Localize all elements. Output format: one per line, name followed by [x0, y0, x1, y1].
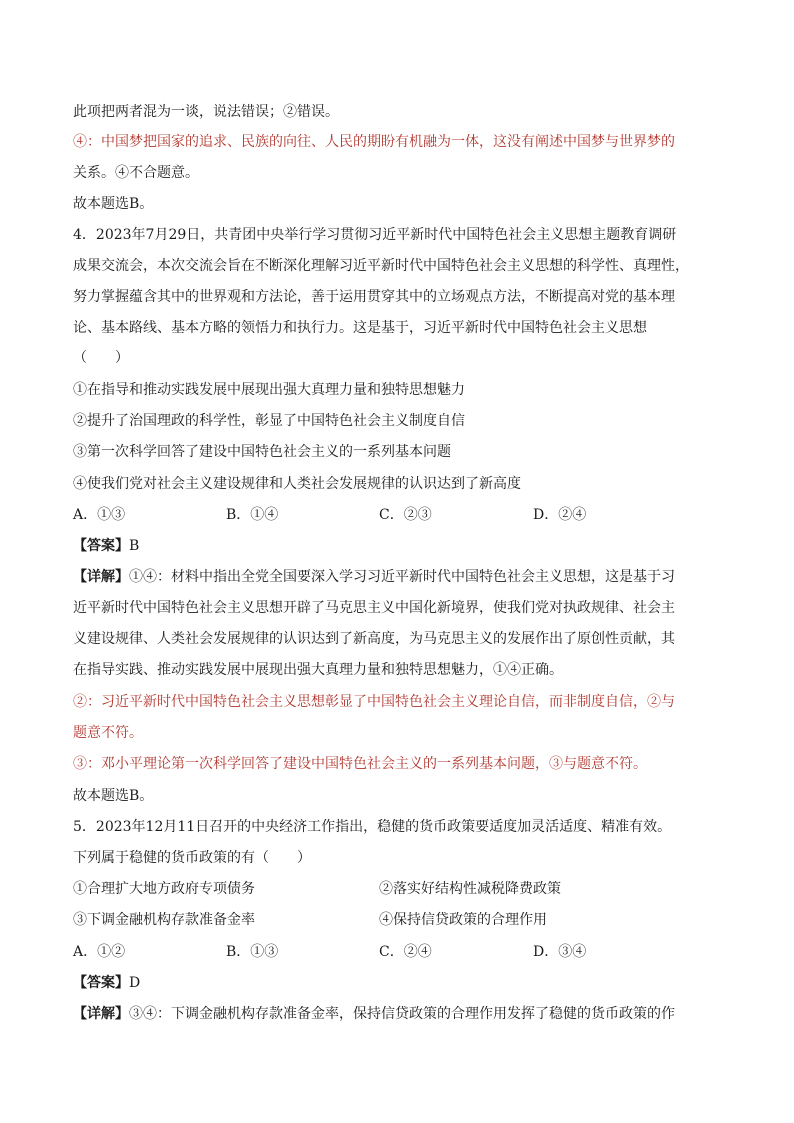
q4-statement-1: ①在指导和推动实践发展中展现出强大真理力量和独特思想魅力: [73, 382, 465, 398]
q5-option-a: A．①②: [73, 944, 126, 960]
detail-text: ③④：下调金融机构存款准备金率，保持信贷政策的合理作用发挥了稳健的货币政策的作: [129, 1006, 675, 1022]
answer-value: B: [129, 538, 140, 554]
answer-tag: 【答案】: [73, 538, 129, 554]
q4-stem-line-2: 成果交流会，本次交流会旨在不断深化理解习近平新时代中国特色社会主义思想的科学性、真理性，: [73, 258, 689, 274]
answer-value: D: [129, 975, 141, 991]
q3-analysis-4-line-1: ④：中国梦把国家的追求、民族的向往、人民的期盼有机融为一体，这没有阐述中国梦与世界梦的: [73, 134, 675, 150]
q4-conclusion: 故本题选B。: [73, 788, 154, 804]
q4-answer-blank: （ ）: [73, 350, 129, 366]
answer-tag: 【答案】: [73, 975, 129, 991]
q4-detail-line-2: 近平新时代中国特色社会主义思想开辟了马克思主义中国化新境界，使我们党对执政规律、社会主: [73, 600, 675, 616]
q5-stem-line-2: 下列属于稳健的货币政策的有（ ）: [73, 850, 311, 866]
q4-option-c: C．②③: [379, 507, 432, 523]
q5-detail-line-1: [73, 1004, 675, 1024]
q4-option-a: A．①③: [73, 507, 126, 523]
q4-statement-2: ②提升了治国理政的科学性，彰显了中国特色社会主义制度自信: [73, 413, 465, 429]
q4-answer: [73, 536, 139, 556]
q4-stem-line-3: 努力掌握蕴含其中的世界观和方法论，善于运用贯穿其中的立场观点方法，不断提高对党的基本理: [73, 289, 675, 305]
detail-tag: 【详解】: [73, 1006, 129, 1022]
q4-analysis-2-line-2: 题意不符。: [73, 725, 143, 741]
q5-stem-line-1: 5．2023年12月11日召开的中央经济工作指出，稳健的货币政策要适度加灵活适度、精准有效。: [73, 819, 672, 835]
q5-statement-4: ④保持信贷政策的合理作用: [379, 912, 547, 928]
q4-detail-line-4: 在指导实践、推动实践发展中展现出强大真理力量和独特思想魅力，①④正确。: [73, 662, 563, 678]
q4-analysis-3: ③：邓小平理论第一次科学回答了建设中国特色社会主义的一系列基本问题，③与题意不符。: [73, 756, 647, 772]
q5-option-c: C．②④: [379, 944, 432, 960]
q3-line-1: 此项把两者混为一谈，说法错误；②错误。: [73, 104, 339, 120]
q5-statement-2: ②落实好结构性减税降费政策: [379, 881, 561, 897]
q4-statement-4: ④使我们党对社会主义建设规律和人类社会发展规律的认识达到了新高度: [73, 476, 521, 492]
detail-text: ①④：材料中指出全党全国要深入学习习近平新时代中国特色社会主义思想，这是基于习: [129, 569, 675, 585]
q3-conclusion: 故本题选B。: [73, 196, 154, 212]
q4-analysis-2-line-1: ②：习近平新时代中国特色社会主义思想彰显了中国特色社会主义理论自信，而非制度自信，②与: [73, 694, 675, 710]
q4-option-b: B．①④: [226, 507, 279, 523]
q5-option-d: D．③④: [533, 944, 587, 960]
q4-option-d: D．②④: [533, 507, 587, 523]
q3-analysis-4-line-2: 关系。④不合题意。: [73, 165, 199, 181]
q5-answer: [73, 973, 140, 993]
q4-statement-3: ③第一次科学回答了建设中国特色社会主义的一系列基本问题: [73, 444, 451, 460]
q4-stem-line-4: 论、基本路线、基本方略的领悟力和执行力。这是基于，习近平新时代中国特色社会主义思想: [73, 320, 647, 336]
q5-statement-3: ③下调金融机构存款准备金率: [73, 912, 255, 928]
q5-option-b: B．①③: [226, 944, 279, 960]
q5-statement-1: ①合理扩大地方政府专项债务: [73, 881, 255, 897]
q4-stem-line-1: 4．2023年7月29日，共青团中央举行学习贯彻习近平新时代中国特色社会主义思想主题教育调研: [73, 227, 677, 243]
q4-detail-line-1: [73, 567, 675, 587]
q4-detail-line-3: 义建设规律、人类社会发展规律的认识达到了新高度，为马克思主义的发展作出了原创性贡献，其: [73, 631, 675, 647]
detail-tag: 【详解】: [73, 569, 129, 585]
